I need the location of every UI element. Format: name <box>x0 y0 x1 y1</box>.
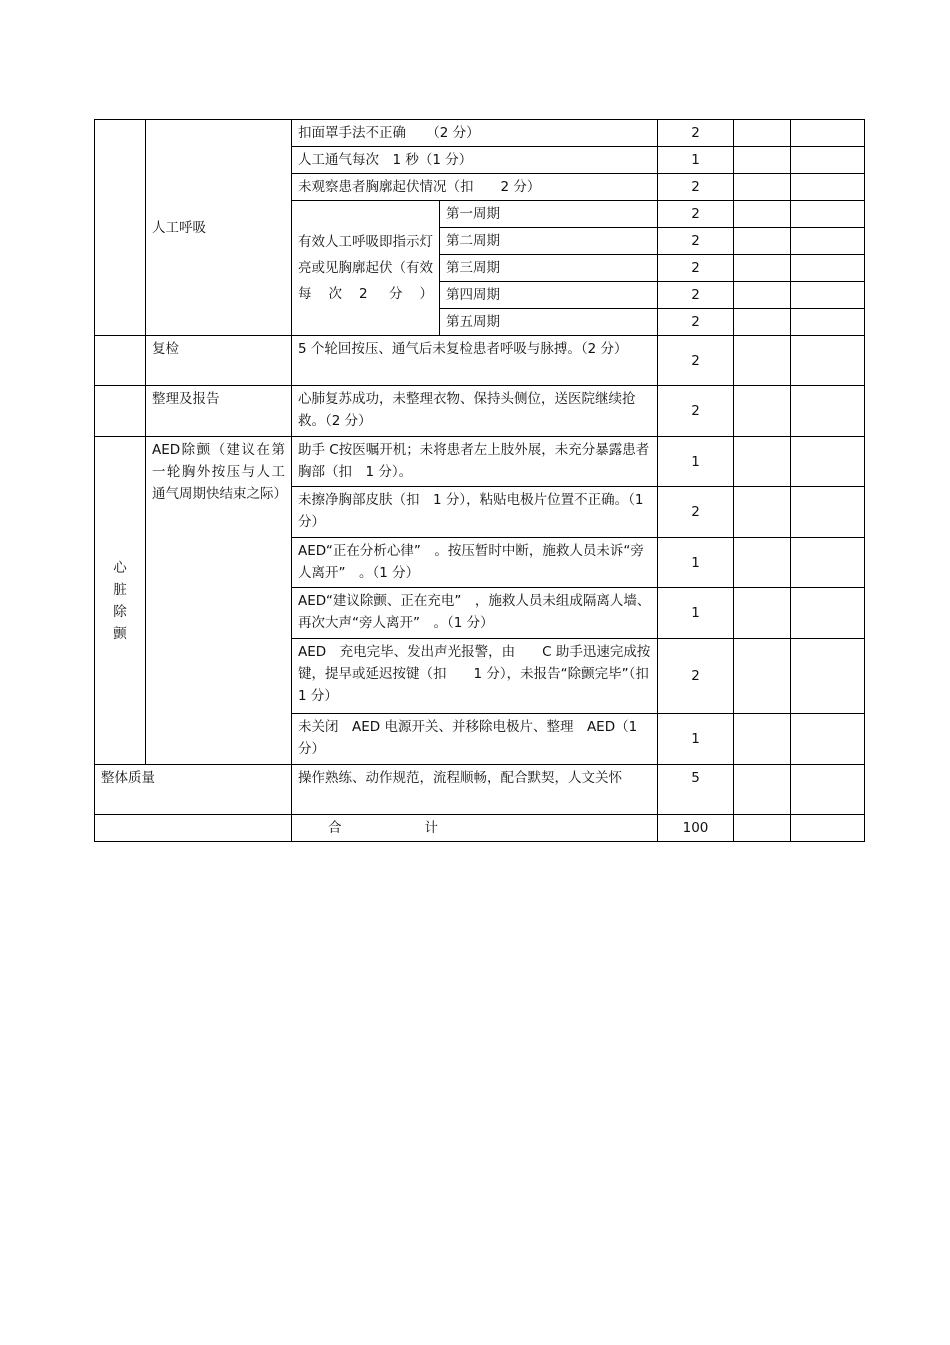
section-char: 除 <box>113 603 127 620</box>
period-cell: 第五周期 <box>440 309 658 336</box>
period-cell: 第一周期 <box>440 201 658 228</box>
blank-cell <box>791 487 865 538</box>
item-cell: AED“正在分析心律” 。按压暂时中断，施救人员未诉“旁人离开” 。（1 分） <box>292 538 658 588</box>
blank-cell <box>734 437 791 487</box>
aed-category: AED除颤（建议在第一轮胸外按压与人工通气周期快结束之际） <box>152 442 287 502</box>
table-row <box>95 120 865 147</box>
section-cell-empty <box>95 386 146 437</box>
item-cell: 扣面罩手法不正确 （2 分） <box>292 120 658 147</box>
score-cell: 2 <box>658 174 734 201</box>
category-cell: 整理及报告 <box>146 386 292 437</box>
score-cell: 1 <box>658 538 734 588</box>
blank-cell <box>734 588 791 639</box>
score-cell: 1 <box>658 588 734 639</box>
item-cell: 未观察患者胸廓起伏情况（扣 2 分） <box>292 174 658 201</box>
table-row <box>95 815 865 842</box>
score-cell: 1 <box>658 437 734 487</box>
breath-desc-cell <box>292 201 440 336</box>
blank-cell <box>734 309 791 336</box>
section-label-cardiac-defib <box>95 437 146 765</box>
table-row <box>95 386 865 437</box>
section-char: 心 <box>113 559 127 576</box>
period-cell: 第二周期 <box>440 228 658 255</box>
item-cell: AED 充电完毕、发出声光报警，由 C 助手迅速完成按键，提早或延迟按键（扣 1 分），未报告“除颤完毕”（扣 1 分） <box>292 639 658 714</box>
item-cell: 人工通气每次 1 秒（1 分） <box>292 147 658 174</box>
score-cell: 1 <box>658 714 734 765</box>
score-cell: 2 <box>658 639 734 714</box>
breath-desc: 有效人工呼吸即指示灯亮或见胸廓起伏（有效每次2 分） <box>298 234 433 302</box>
item-cell: 5 个轮回按压、通气后未复检患者呼吸与脉搏。（2 分） <box>292 336 658 386</box>
score-cell: 2 <box>658 120 734 147</box>
total-score-cell: 100 <box>658 815 734 842</box>
category-cell: 人工呼吸 <box>146 120 292 336</box>
blank-cell <box>734 255 791 282</box>
total-label: 合 计 <box>328 820 438 836</box>
blank-cell <box>734 120 791 147</box>
blank-cell <box>734 765 791 815</box>
blank-cell <box>791 174 865 201</box>
item-cell: 未擦净胸部皮肤（扣 1 分），粘贴电极片位置不正确。（1 分） <box>292 487 658 538</box>
blank-cell <box>791 538 865 588</box>
section-cell-empty <box>95 120 146 336</box>
score-cell: 2 <box>658 228 734 255</box>
total-label-cell <box>292 815 658 842</box>
table-row <box>95 437 865 487</box>
score-cell: 2 <box>658 386 734 437</box>
score-cell: 2 <box>658 336 734 386</box>
blank-cell <box>791 437 865 487</box>
blank-cell <box>734 538 791 588</box>
scoring-table <box>94 119 865 842</box>
score-cell: 2 <box>658 255 734 282</box>
blank-cell <box>734 714 791 765</box>
blank-cell <box>791 386 865 437</box>
blank-cell <box>734 201 791 228</box>
section-cell-empty <box>95 336 146 386</box>
blank-cell <box>734 336 791 386</box>
period-cell: 第三周期 <box>440 255 658 282</box>
table-row <box>95 336 865 386</box>
blank-cell <box>734 386 791 437</box>
blank-cell <box>734 487 791 538</box>
item-cell: AED“建议除颤、正在充电” ，施救人员未组成隔离人墙、再次大声“旁人离开” 。（1 分） <box>292 588 658 639</box>
blank-cell <box>791 639 865 714</box>
blank-cell <box>791 120 865 147</box>
item-cell: 心肺复苏成功，未整理衣物、保持头侧位，送医院继续抢救。（2 分） <box>292 386 658 437</box>
score-cell: 2 <box>658 282 734 309</box>
score-cell: 5 <box>658 765 734 815</box>
item-cell: 未关闭 AED 电源开关、并移除电极片、整理 AED（1 分） <box>292 714 658 765</box>
table-row <box>95 765 865 815</box>
blank-cell <box>791 282 865 309</box>
score-cell: 2 <box>658 487 734 538</box>
section-char: 颤 <box>113 625 127 642</box>
blank-cell <box>791 255 865 282</box>
score-cell: 2 <box>658 201 734 228</box>
blank-cell <box>791 147 865 174</box>
blank-cell <box>734 815 791 842</box>
blank-cell <box>95 815 292 842</box>
blank-cell <box>791 309 865 336</box>
blank-cell <box>791 815 865 842</box>
blank-cell <box>791 714 865 765</box>
blank-cell <box>734 174 791 201</box>
score-cell: 2 <box>658 309 734 336</box>
period-cell: 第四周期 <box>440 282 658 309</box>
blank-cell <box>734 147 791 174</box>
item-cell: 助手 C按医嘱开机；未将患者左上肢外展，未充分暴露患者胸部（扣 1 分）。 <box>292 437 658 487</box>
section-char: 脏 <box>113 581 127 598</box>
blank-cell <box>791 228 865 255</box>
blank-cell <box>791 201 865 228</box>
blank-cell <box>734 639 791 714</box>
blank-cell <box>791 336 865 386</box>
category-cell <box>146 437 292 765</box>
blank-cell <box>791 588 865 639</box>
blank-cell <box>734 282 791 309</box>
score-cell: 1 <box>658 147 734 174</box>
blank-cell <box>791 765 865 815</box>
item-cell: 操作熟练、动作规范，流程顺畅，配合默契，人文关怀 <box>292 765 658 815</box>
category-cell: 复检 <box>146 336 292 386</box>
blank-cell <box>734 228 791 255</box>
category-cell: 整体质量 <box>95 765 292 815</box>
